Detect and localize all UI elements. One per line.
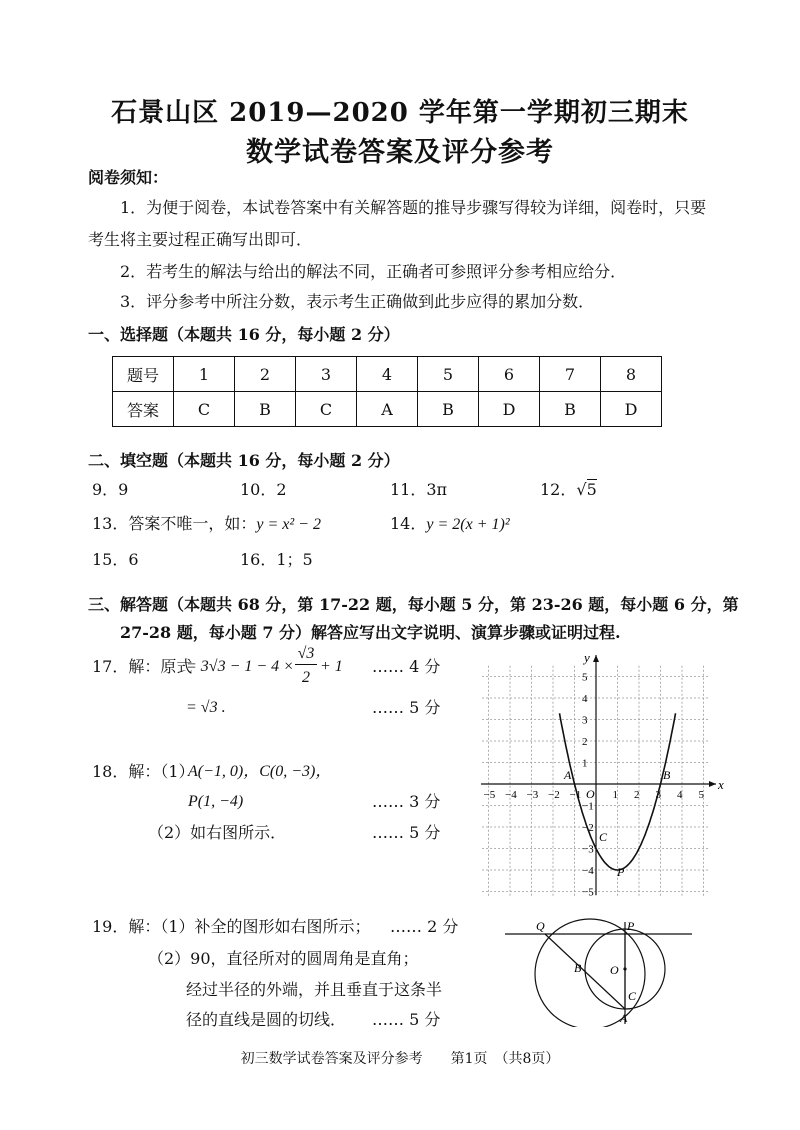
x-axis-label: x bbox=[718, 777, 724, 792]
q18-score2: …… 5 分 bbox=[372, 823, 441, 842]
table-cell: 2 bbox=[235, 357, 296, 392]
table-cell: 8 bbox=[601, 357, 662, 392]
point-p-label: P bbox=[617, 865, 625, 879]
notice-item1-b: 考生将主要过程正确写出即可． bbox=[88, 230, 313, 249]
q14-label: 14． bbox=[390, 514, 427, 533]
parabola-graph bbox=[476, 650, 726, 900]
table-row-answers bbox=[113, 392, 662, 427]
y-tick-label: −1 bbox=[582, 800, 594, 813]
notice-item2: 2．若考生的解法与给出的解法不同，正确者可参照评分参考相应给分． bbox=[120, 262, 627, 281]
answer-q9: 9．9 bbox=[92, 480, 129, 499]
y-axis-label: y bbox=[584, 650, 590, 665]
answer-q13 bbox=[92, 514, 321, 535]
section3-heading-b: 27-28 题，每小题 7 分）解答应写出文字说明、演算步骤或证明过程. bbox=[120, 623, 621, 642]
table-label-answer: 答案 bbox=[113, 392, 174, 427]
q17-label: 17．解：原式 bbox=[92, 657, 193, 676]
x-tick-label: 3 bbox=[655, 789, 661, 801]
q18-label: 18．解：（1） bbox=[92, 762, 195, 781]
table-cell: 4 bbox=[357, 357, 418, 392]
notice-item1-a: 1．为便于阅卷，本试卷答案中有关解答题的推导步骤写得较为详细，阅卷时，只要 bbox=[120, 198, 707, 217]
y-tick-label: 2 bbox=[582, 736, 588, 748]
q13-label: 13．答案不唯一，如： bbox=[92, 514, 257, 533]
table-cell: D bbox=[479, 392, 540, 427]
y-tick-label: −3 bbox=[582, 843, 594, 856]
x-tick-label: 2 bbox=[634, 789, 640, 801]
answer-q10: 10．2 bbox=[240, 480, 287, 499]
q18-score1: …… 3 分 bbox=[372, 792, 441, 811]
q17-score1: …… 4 分 bbox=[372, 657, 441, 676]
answer-q16: 16．1；5 bbox=[240, 550, 313, 569]
large-circle bbox=[535, 919, 645, 1027]
q18-coords1: A(−1, 0)，C(0, −3)， bbox=[188, 763, 332, 780]
q17-line2: = √3 . bbox=[186, 699, 226, 716]
q19-line4: 径的直线是圆的切线． bbox=[186, 1010, 347, 1029]
q14-math: y = 2(x + 1)² bbox=[426, 516, 510, 533]
section2-heading: 二、填空题（本题共 16 分，每小题 2 分） bbox=[88, 451, 400, 470]
label-c: C bbox=[628, 989, 637, 1003]
table-cell: 7 bbox=[540, 357, 601, 392]
point-a-label: A bbox=[564, 768, 572, 782]
q17-score2: …… 5 分 bbox=[372, 698, 441, 717]
choice-answer-table bbox=[112, 356, 662, 427]
x-tick-label: 1 bbox=[612, 789, 618, 801]
table-cell: C bbox=[296, 392, 357, 427]
label-o: O bbox=[610, 963, 619, 977]
table-cell: A bbox=[357, 392, 418, 427]
y-tick-label: −5 bbox=[582, 886, 594, 899]
y-tick-labels bbox=[582, 672, 594, 899]
q12-label: 12． bbox=[540, 480, 577, 499]
y-tick-label: 3 bbox=[582, 714, 588, 727]
q19-label: 19．解：（1）补全的图形如右图所示； bbox=[92, 917, 371, 936]
section1-heading: 一、选择题（本题共 16 分，每小题 2 分） bbox=[88, 325, 400, 344]
circle-figure bbox=[500, 912, 700, 1027]
x-axis-arrow-icon bbox=[709, 781, 716, 787]
origin-label: O bbox=[586, 787, 595, 801]
label-a: A bbox=[620, 1011, 628, 1025]
label-b: B bbox=[574, 961, 582, 975]
q18-part2: （2）如右图所示． bbox=[148, 823, 287, 842]
center-dot bbox=[623, 967, 626, 970]
q19-score1: …… 2 分 bbox=[390, 917, 459, 936]
page-footer: 初三数学试卷答案及评分参考 第1页 （共8页） bbox=[240, 1051, 560, 1067]
q19-score2: …… 5 分 bbox=[372, 1010, 441, 1029]
table-cell: C bbox=[174, 392, 235, 427]
x-tick-label: −4 bbox=[505, 789, 517, 801]
table-cell: 6 bbox=[479, 357, 540, 392]
table-cell: 1 bbox=[174, 357, 235, 392]
answer-q15: 15．6 bbox=[92, 550, 139, 569]
q18-coords2: P(1, −4) bbox=[188, 793, 244, 810]
label-q: Q bbox=[536, 919, 545, 933]
notice-heading: 阅卷须知： bbox=[88, 168, 169, 187]
section3-heading-a: 三、解答题（本题共 68 分，第 17-22 题，每小题 5 分，第 23-26 题，每小题 6 分，第 bbox=[88, 595, 739, 614]
table-label-number: 题号 bbox=[113, 357, 174, 392]
notice-item3: 3．评分参考中所注分数，表示考生正确做到此步应得的累加分数． bbox=[120, 292, 595, 311]
x-tick-label: −5 bbox=[483, 789, 496, 801]
q13-math: y = x² − 2 bbox=[256, 516, 321, 533]
answer-q14 bbox=[390, 514, 510, 535]
q17-frac-den: 2 bbox=[302, 669, 310, 686]
point-c-label: C bbox=[599, 830, 608, 844]
table-cell: B bbox=[418, 392, 479, 427]
x-tick-label: −2 bbox=[548, 789, 560, 801]
q12-radicand: 5 bbox=[586, 480, 597, 499]
y-tick-label: 4 bbox=[582, 693, 588, 705]
table-cell: D bbox=[601, 392, 662, 427]
q19-line3: 经过半径的外端，并且垂直于这条半 bbox=[186, 980, 443, 999]
x-tick-label: 5 bbox=[698, 789, 704, 801]
y-axis-arrow-icon bbox=[593, 655, 599, 662]
x-tick-label: 4 bbox=[677, 789, 683, 801]
point-b-label: B bbox=[663, 768, 671, 782]
y-tick-label: −2 bbox=[582, 822, 594, 834]
table-cell: 3 bbox=[296, 357, 357, 392]
q17-frac-num: √3 bbox=[295, 644, 317, 665]
y-tick-label: −4 bbox=[582, 865, 594, 877]
answer-q11: 11．3π bbox=[390, 480, 448, 499]
sqrt-sign: √ bbox=[576, 480, 587, 499]
title-line2: 数学试卷答案及评分参考 bbox=[246, 137, 554, 168]
table-row-numbers bbox=[113, 357, 662, 392]
q17-expr-a: = 3√3 − 1 − 4 × bbox=[186, 658, 294, 675]
x-tick-label: −1 bbox=[569, 789, 582, 801]
table-cell: 5 bbox=[418, 357, 479, 392]
answer-q12 bbox=[540, 480, 597, 500]
table-cell: B bbox=[540, 392, 601, 427]
y-tick-label: 5 bbox=[582, 671, 588, 684]
q17-expr-b: + 1 bbox=[320, 658, 343, 675]
q19-part2: （2）90，直径所对的圆周角是直角； bbox=[148, 949, 419, 968]
title-line1: 石景山区 2019—2020 学年第一学期初三期末 bbox=[111, 98, 689, 128]
table-cell: B bbox=[235, 392, 296, 427]
y-tick-label: 1 bbox=[582, 757, 588, 770]
x-tick-label: −3 bbox=[526, 789, 539, 801]
label-p: P bbox=[627, 919, 635, 933]
